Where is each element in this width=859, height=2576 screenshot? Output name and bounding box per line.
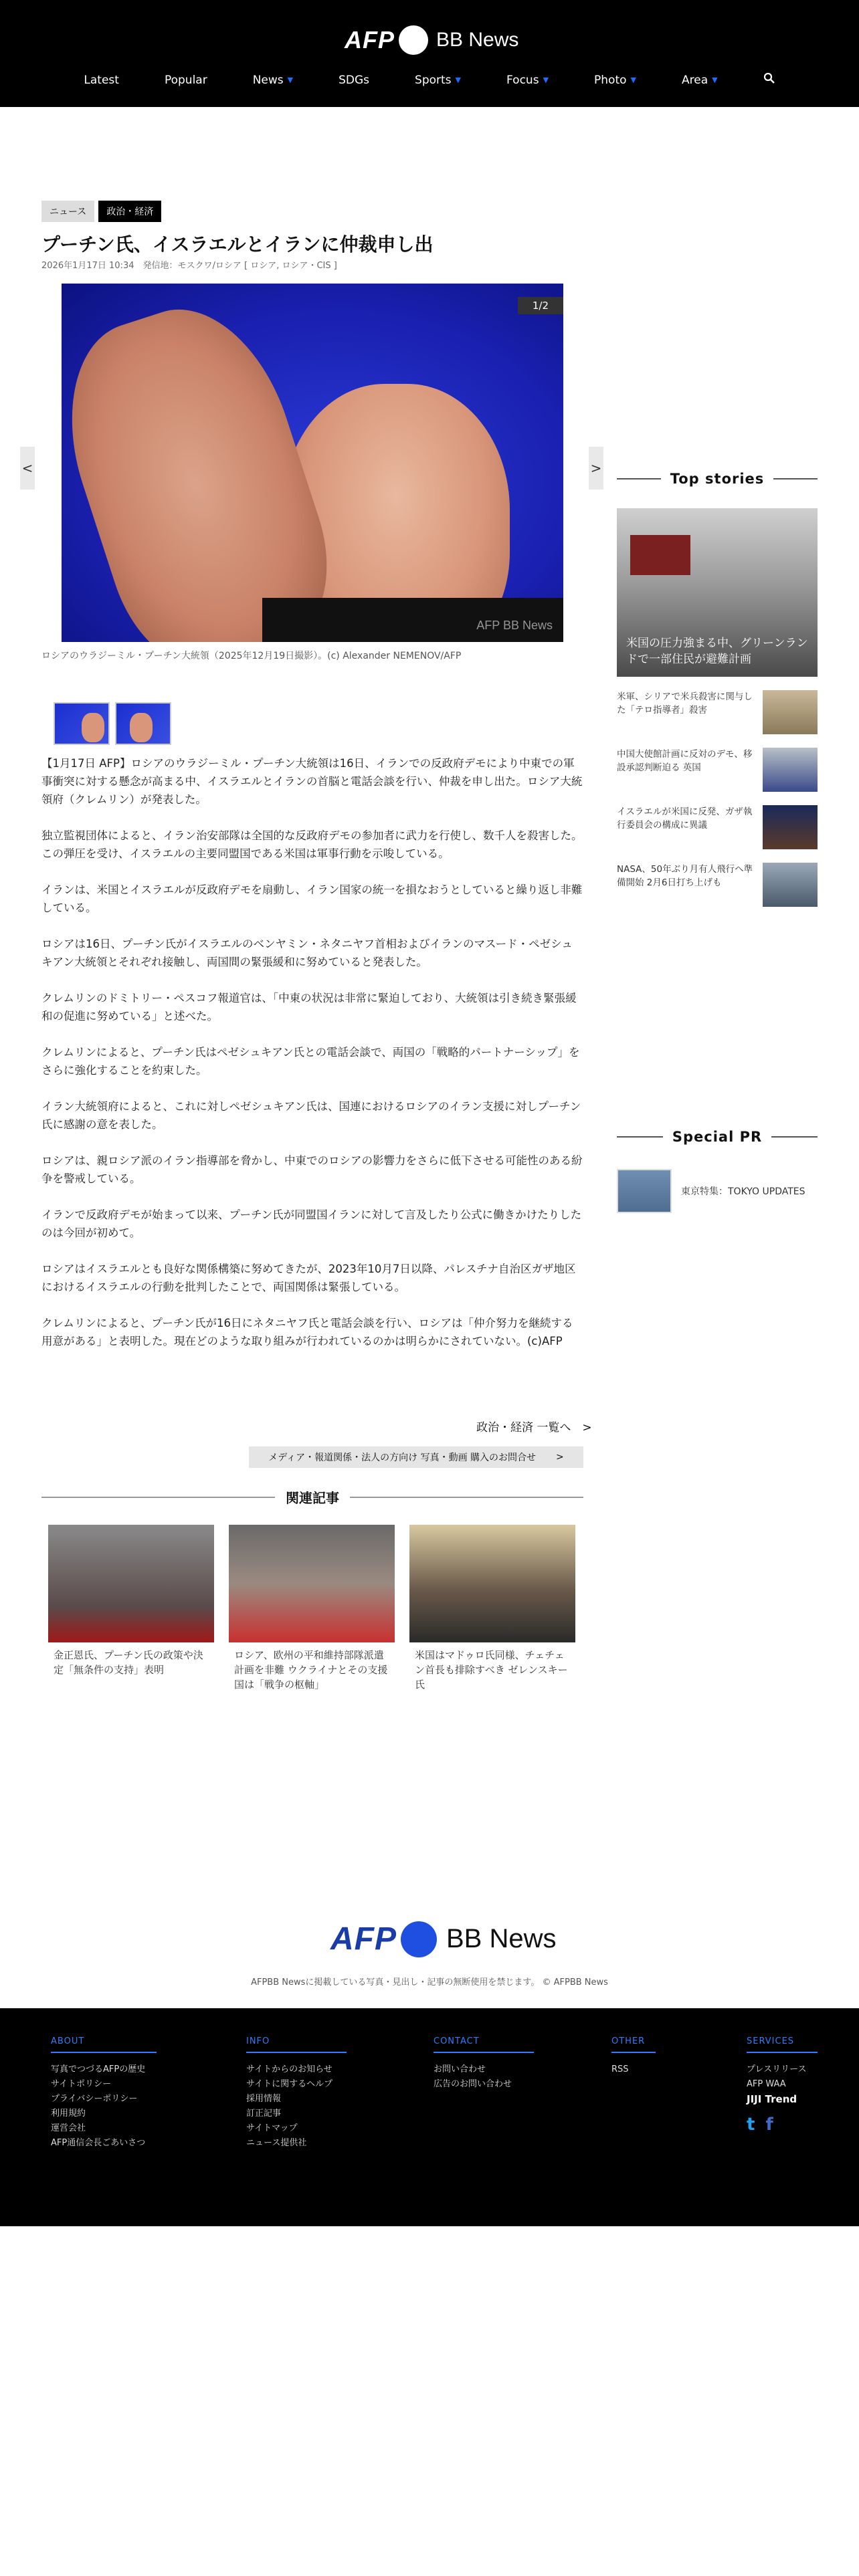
article-paragraph: ロシアは、親ロシア派のイラン指導部を脅かし、中東でのロシアの影響力をさらに低下させる可能性のある紛争を警戒している。 — [41, 1154, 583, 1185]
story-text: イスラエルが米国に反発、ガザ執行委員会の構成に異議 — [617, 807, 753, 831]
chevron-down-icon: ▼ — [630, 76, 636, 84]
footer-col-heading: INFO — [246, 2036, 347, 2053]
footer-link[interactable]: お問い合わせ — [434, 2064, 486, 2074]
next-photo-button[interactable]: > — [589, 447, 603, 490]
footer-link[interactable]: AFP通信会長ごあいさつ — [51, 2138, 146, 2148]
purchase-inquiry-button[interactable] — [249, 1446, 583, 1468]
pr-image — [617, 1169, 672, 1213]
related-caption: 金正恩氏、プーチン氏の政策や決定「無条件の支持」表明 — [54, 1649, 203, 1676]
copyright-text: AFPBB Newsに掲載している写真・見出し・記事の無断使用を禁じます。 © AFPBB News — [251, 1977, 608, 1988]
nav-label: Sports — [415, 73, 452, 87]
article-paragraph: 【1月17日 AFP】ロシアのウラジーミル・プーチン大統領は16日、イランでの反政府デモにより中東での軍事衝突に対する懸念が高まる中、イスラエルとイランの首脳と電話会談を行い、仲裁を申し出た。ロシア大統領府（クレムリン）が発表した。 — [41, 757, 583, 806]
facebook-icon[interactable]: f — [765, 2115, 773, 2135]
footer-col-heading: ABOUT — [51, 2036, 157, 2053]
nav-area[interactable] — [659, 72, 741, 88]
thumbnail-face — [82, 713, 104, 742]
site-header — [0, 0, 859, 107]
photo-watermark: AFP BB News — [476, 619, 553, 632]
nav-sports[interactable] — [392, 72, 484, 88]
top-story-hero[interactable] — [617, 508, 818, 677]
footer-link[interactable]: 写真でつづるAFPの歴史 — [51, 2064, 146, 2074]
article-photo — [62, 284, 563, 642]
special-pr-title: Special PR — [672, 1129, 763, 1145]
story-item[interactable] — [617, 805, 818, 849]
search-icon[interactable] — [741, 72, 798, 88]
top-stories-title: Top stories — [670, 471, 765, 487]
chevron-right-icon: > — [556, 1452, 564, 1463]
story-text: 中国大使館計画に反対のデモ、移設承認判断迫る 英国 — [617, 749, 753, 773]
footer-col-heading: OTHER — [611, 2036, 656, 2053]
chevron-down-icon: ▼ — [712, 76, 718, 84]
divider — [617, 1136, 663, 1138]
top-stories-heading — [617, 471, 818, 487]
footer-link[interactable]: 広告のお問い合わせ — [434, 2079, 512, 2089]
thumbnail-2[interactable] — [115, 702, 171, 745]
article-paragraph: イランは、米国とイスラエルが反政府デモを扇動し、イラン国家の統一を損なおうとしていると繰り返し非難している。 — [41, 883, 583, 914]
footer-link[interactable]: プレスリリース — [747, 2064, 807, 2074]
special-pr-heading — [617, 1129, 818, 1145]
chevron-down-icon: ▼ — [287, 76, 294, 84]
footer-logo-bb: BB News — [446, 1924, 557, 1953]
hero-caption: 米国の圧力強まる中、グリーンランドで一部住民が避難計画 — [626, 637, 808, 666]
related-card[interactable] — [409, 1525, 575, 1692]
story-item[interactable] — [617, 863, 818, 907]
category-list-link[interactable]: 政治・経済 一覧へ > — [476, 1421, 592, 1434]
chevron-down-icon: ▼ — [455, 76, 461, 84]
story-text: NASA、50年ぶり月有人飛行へ準備開始 2月6日打ち上げも — [617, 864, 753, 888]
chevron-down-icon: ▼ — [543, 76, 549, 84]
related-card[interactable] — [229, 1525, 395, 1692]
footer-col-heading: SERVICES — [747, 2036, 818, 2053]
site-logo[interactable] — [345, 25, 518, 55]
divider — [350, 1497, 583, 1498]
article-paragraph: イランで反政府デモが始まって以来、プーチン氏が同盟国イランに対して言及したり公式に働きかけたりしたのは今回が初めて。 — [41, 1208, 582, 1239]
story-image — [763, 805, 818, 849]
logo-circle-icon — [399, 25, 428, 55]
footer-link[interactable]: 利用規約 — [51, 2109, 86, 2119]
article-body — [41, 754, 583, 1368]
thumbnail-1[interactable] — [54, 702, 110, 745]
main-nav — [0, 72, 859, 88]
footer-logo-afp: AFP — [330, 1921, 397, 1957]
nav-label: News — [252, 73, 284, 87]
related-image — [229, 1525, 395, 1642]
footer-link[interactable]: ニュース提供社 — [246, 2138, 307, 2148]
divider — [41, 1497, 275, 1498]
footer-col-about — [51, 2034, 157, 2151]
nav-focus[interactable] — [484, 72, 571, 88]
article-paragraph: クレムリンによると、プーチン氏はペゼシュキアン氏との電話会談で、両国の「戦略的パートナーシップ」をさらに強化することを約束した。 — [41, 1046, 580, 1077]
article-tags — [41, 201, 161, 222]
article-title: プーチン氏、イスラエルとイランに仲裁申し出 — [41, 233, 434, 255]
social-links — [747, 2115, 818, 2135]
footer-link[interactable]: サイトに関するヘルプ — [246, 2079, 333, 2089]
footer-link[interactable]: RSS — [611, 2064, 629, 2074]
story-text: 米軍、シリアで米兵殺害に関与した「テロ指導者」殺害 — [617, 691, 753, 716]
nav-label: SDGs — [339, 73, 370, 87]
article-paragraph: クレムリンによると、プーチン氏が16日にネタニヤフ氏と電話会談を行い、ロシアは「仲介努力を継続する用意がある」と表明した。現在どのような取り組みが行われているのかは明らかにされていない。(c)AFP — [41, 1317, 573, 1348]
related-title: 関連記事 — [286, 1490, 339, 1506]
footer-link[interactable]: プライバシーポリシー — [51, 2094, 138, 2104]
article-paragraph: クレムリンのドミトリー・ペスコフ報道官は、「中東の状況は非常に緊迫しており、大統領は引き続き緊張緩和の促進に努めている」と述べた。 — [41, 992, 577, 1023]
article-meta: 2026年1月17日 10:34 発信地：モスクワ/ロシア [ ロシア, ロシア・CIS ] — [41, 261, 337, 271]
article-paragraph: 独立監視団体によると、イラン治安部隊は全国的な反政府デモの参加者に武力を行使し、数千人を殺害した。この弾圧を受け、イスラエルの主要同盟国である米国は軍事行動を示唆している。 — [41, 829, 583, 860]
footer-link[interactable]: サイトマップ — [246, 2123, 298, 2133]
article-paragraph: ロシアはイスラエルとも良好な関係構築に努めてきたが、2023年10月7日以降、パレスチナ自治区ガザ地区におけるイスラエルの行動を批判したことで、両国関係は緊張している。 — [41, 1263, 576, 1293]
logo-bb-text: BB News — [436, 29, 519, 51]
nav-label: Area — [682, 73, 708, 87]
special-pr-item[interactable] — [617, 1169, 805, 1213]
tag-news[interactable]: ニュース — [41, 201, 94, 222]
nav-label: Focus — [506, 73, 539, 87]
story-item[interactable] — [617, 748, 818, 792]
footer-logo-circle-icon — [401, 1921, 437, 1957]
hero-screen — [630, 535, 690, 575]
nav-label: Photo — [594, 73, 627, 87]
twitter-icon[interactable]: t — [747, 2115, 755, 2135]
purchase-label: メディア・報道関係・法人の方向け 写真・動画 購入のお問合せ — [268, 1453, 537, 1463]
related-caption: ロシア、欧州の平和維持部隊派遣計画を非難 ウクライナとその支援国は「戦争の枢軸」 — [234, 1649, 388, 1691]
nav-photo[interactable] — [571, 72, 659, 88]
divider — [617, 478, 661, 479]
nav-sdgs[interactable] — [316, 72, 392, 88]
tag-politics-economy[interactable]: 政治・経済 — [98, 201, 161, 222]
story-item[interactable] — [617, 690, 818, 734]
footer-col-services — [747, 2034, 818, 2135]
jiji-trend-logo[interactable]: JIJI Trend — [747, 2093, 797, 2105]
footer-link[interactable]: サイトポリシー — [51, 2079, 112, 2089]
footer-logo[interactable] — [330, 1921, 557, 1957]
nav-latest[interactable] — [61, 72, 142, 88]
footer-links — [0, 2008, 859, 2226]
story-image — [763, 748, 818, 792]
footer-link[interactable]: AFP WAA — [747, 2079, 786, 2089]
article-paragraph: ロシアは16日、プーチン氏がイスラエルのベンヤミン・ネタニヤフ首相およびイランのマスード・ペゼシュキアン大統領とそれぞれ接触し、両国間の緊張緩和に努めていると発表した。 — [41, 938, 573, 968]
photo-thumbnails — [54, 702, 171, 745]
article-paragraph: イラン大統領府によると、これに対しペゼシュキアン氏は、国連におけるロシアのイラン支援に対しプーチン氏に感謝の意を表した。 — [41, 1100, 581, 1131]
divider — [771, 1136, 818, 1138]
nav-news[interactable] — [230, 72, 316, 88]
photo-counter: 1/2 — [518, 297, 563, 314]
story-image — [763, 690, 818, 734]
related-heading — [41, 1487, 583, 1507]
footer-link[interactable]: サイトからのお知らせ — [246, 2064, 332, 2074]
nav-label: Latest — [84, 73, 119, 87]
related-image — [409, 1525, 575, 1642]
photo-caption: ロシアのウラジーミル・プーチン大統領（2025年12月19日撮影）。(c) Alexander NEMENOV/AFP — [41, 651, 462, 661]
logo-afp-text: AFP — [345, 26, 395, 53]
related-card[interactable] — [48, 1525, 214, 1692]
thumbnail-face — [130, 713, 153, 742]
story-image — [763, 863, 818, 907]
footer-link[interactable]: 訂正記事 — [246, 2109, 282, 2119]
pr-text: 東京特集：TOKYO UPDATES — [681, 1186, 805, 1197]
divider — [773, 478, 818, 479]
footer-link[interactable]: 運営会社 — [51, 2123, 86, 2133]
prev-photo-button[interactable]: < — [20, 447, 35, 490]
footer-col-other — [611, 2034, 656, 2077]
nav-popular[interactable] — [142, 72, 230, 88]
footer-col-heading: CONTACT — [434, 2036, 534, 2053]
related-articles — [48, 1525, 575, 1692]
related-caption: 米国はマドゥロ氏同様、チェチェン首長も排除すべき ゼレンスキー氏 — [415, 1649, 568, 1691]
footer-col-info — [246, 2034, 347, 2151]
footer-link[interactable]: 採用情報 — [246, 2094, 282, 2104]
footer-col-contact — [434, 2034, 534, 2092]
related-image — [48, 1525, 214, 1642]
nav-label: Popular — [164, 73, 207, 87]
